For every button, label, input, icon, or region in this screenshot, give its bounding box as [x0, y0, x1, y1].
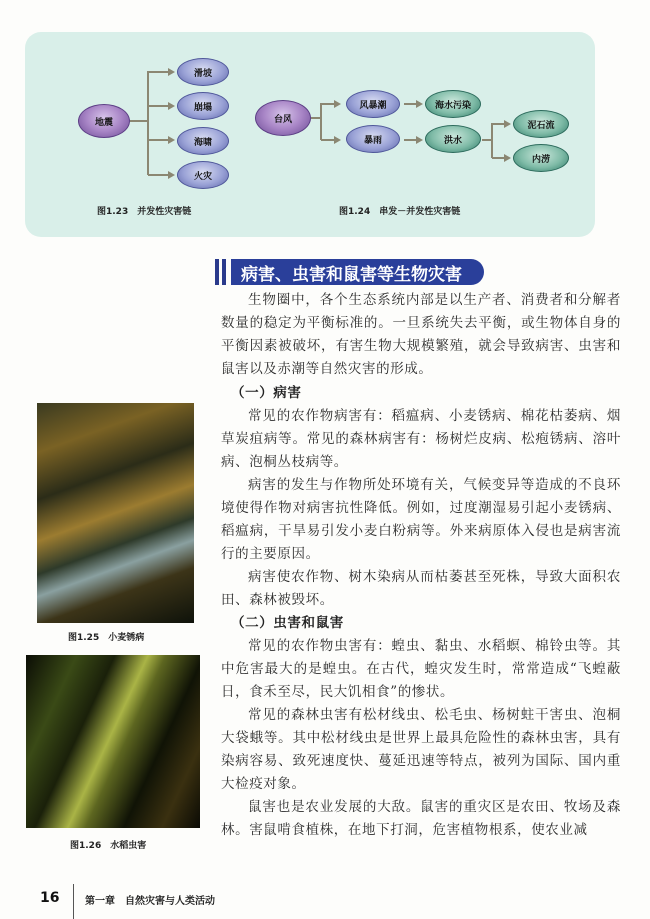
arrow-icon: [416, 136, 423, 144]
node-tsunami: [177, 127, 229, 155]
node-label: 暴雨: [363, 135, 382, 146]
node-landslide: [177, 58, 229, 86]
node-storm-surge: [346, 90, 400, 118]
node-label: 台风: [273, 114, 292, 125]
subheading-disease: （一）病害: [231, 385, 302, 401]
arrow-icon: [168, 102, 175, 110]
arrow-icon: [504, 120, 511, 128]
section-title: 病害、虫害和鼠害等生物灾害: [231, 259, 484, 285]
node-flood: [425, 125, 481, 153]
chapter-title: 第一章 自然灾害与人类活动: [85, 896, 215, 907]
connector: [320, 103, 322, 140]
connector: [130, 120, 148, 122]
node-collapse: [177, 92, 229, 120]
node-label: 风暴潮: [359, 100, 387, 111]
connector: [491, 123, 493, 158]
connector: [148, 105, 170, 107]
subheading-pests-rodents: （二）虫害和鼠害: [231, 615, 344, 631]
arrow-icon: [168, 68, 175, 76]
node-rainstorm: [346, 125, 400, 153]
paragraph: 常见的农作物虫害有：蝗虫、黏虫、水稻螟、棉铃虫等。其中危害最大的是蝗虫。在古代，蝗灾发生时，常常造成“飞蝗蔽日，食禾至尽，民大饥相食”的惨状。: [221, 638, 621, 700]
node-label: 泥石流: [527, 120, 555, 131]
fig-1-24-caption: 图1.24 串发－并发性灾害链: [339, 207, 461, 217]
heading-bar: [222, 259, 226, 285]
node-waterlogging: [513, 144, 569, 172]
heading-bar: [215, 259, 219, 285]
arrow-icon: [416, 100, 423, 108]
node-label: 崩塌: [193, 102, 212, 113]
node-label: 洪水: [443, 135, 462, 146]
intro-paragraph: 生物圈中，各个生态系统内部是以生产者、消费者和分解者数量的稳定为平衡标准的。一旦系统失去平衡，或生物体自身的平衡因素被破坏，有害生物大规模繁殖，就会导致病害、虫害和鼠害以及赤潮等自然灾害的形成。: [221, 292, 621, 377]
connector: [147, 71, 149, 175]
connector: [148, 139, 170, 141]
connector: [148, 174, 170, 176]
connector: [148, 71, 170, 73]
wheat-rust-photo: [37, 403, 194, 623]
node-debris-flow: [513, 110, 569, 138]
fig-1-23-caption: 图1.23 并发性灾害链: [97, 207, 192, 217]
body-text: [221, 289, 621, 842]
node-seawater-pollution: [425, 90, 481, 118]
paragraph: 常见的森林虫害有松材线虫、松毛虫、杨树蛀干害虫、泡桐大袋蛾等。其中松材线虫是世界上最具危险性的森林虫害，具有染病容易、致死速度快、蔓延迅速等特点，被列为国际、国内重大检疫对象。: [221, 707, 621, 792]
node-label: 内涝: [531, 154, 550, 165]
arrow-icon: [168, 136, 175, 144]
paragraph: 鼠害也是农业发展的大敌。鼠害的重灾区是农田、牧场及森林。害鼠啃食植株，在地下打洞，危害植物根系，使农业减: [221, 799, 621, 838]
fig-1-26-caption: 图1.26 水稻虫害: [70, 841, 147, 851]
node-earthquake: [78, 104, 130, 138]
paragraph: 常见的农作物病害有：稻瘟病、小麦锈病、棉花枯萎病、烟草炭疽病等。常见的森林病害有：杨树烂皮病、松疱锈病、溶叶病、泡桐丛枝病等。: [221, 408, 621, 470]
paragraph: 病害使农作物、树木染病从而枯萎甚至死株，导致大面积农田、森林被毁坏。: [221, 569, 621, 608]
node-typhoon: [255, 100, 311, 136]
arrow-icon: [334, 136, 341, 144]
section-heading: [215, 258, 484, 286]
arrow-icon: [334, 100, 341, 108]
rice-pest-photo: [26, 655, 200, 828]
page-number: 16: [40, 890, 60, 906]
node-label: 地震: [94, 117, 113, 128]
arrow-icon: [168, 171, 175, 179]
node-label: 海啸: [193, 137, 212, 148]
paragraph: 病害的发生与作物所处环境有关，气候变异等造成的不良环境使得作物对病害抗性降低。例如，过度潮湿易引起小麦锈病、稻瘟病，干旱易引发小麦白粉病等。外来病原体入侵也是病害流行的主要原因。: [221, 477, 621, 562]
node-label: 海水污染: [434, 100, 471, 111]
node-label: 火灾: [193, 171, 212, 182]
fig-1-25-caption: 图1.25 小麦锈病: [68, 633, 145, 643]
footer-divider: [73, 884, 74, 919]
node-fire: [177, 161, 229, 189]
arrow-icon: [504, 154, 511, 162]
node-label: 滑坡: [193, 68, 212, 79]
